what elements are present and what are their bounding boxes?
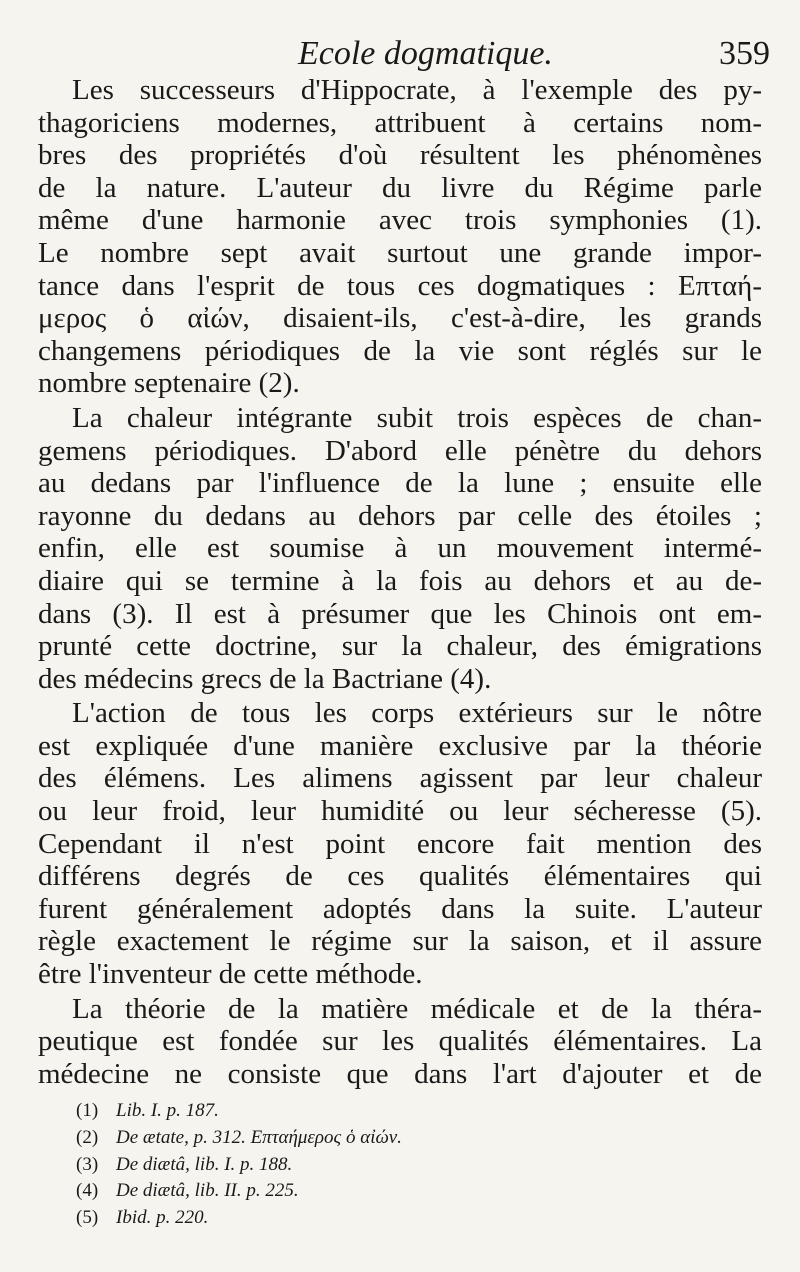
footnotes	[76, 1098, 676, 1232]
text-line: thagoriciens modernes, attribuent à certains nom-	[38, 106, 762, 139]
text-line: peutique est fondée sur les qualités élémentaires. La	[38, 1025, 762, 1058]
running-header	[40, 26, 770, 76]
text-line: prunté cette doctrine, sur la chaleur, des émigrations	[38, 630, 762, 663]
footnote	[76, 1178, 676, 1205]
running-title: Ecole dogmatique.	[298, 35, 553, 72]
text-line: même d'une harmonie avec trois symphonies (1).	[38, 204, 762, 237]
text-line: La chaleur intégrante subit trois espèces de chan-	[72, 401, 762, 434]
footnote	[76, 1125, 676, 1152]
paragraph	[38, 697, 762, 990]
text-line: changemens périodiques de la vie sont réglés sur le	[38, 334, 762, 367]
text-line: ou leur froid, leur humidité ou leur sécheresse (5).	[38, 795, 762, 828]
footnote-text: De ætate, p. 312. Επταήμερος ὁ αἰών.	[116, 1126, 402, 1148]
text-line: La théorie de la matière médicale et de la théra-	[72, 992, 762, 1025]
footnote-text: Ibid. p. 220.	[116, 1207, 209, 1229]
paragraph	[38, 402, 762, 695]
text-line: Les successeurs d'Hippocrate, à l'exemple des py-	[72, 74, 762, 106]
footnote-number: (4)	[76, 1180, 99, 1202]
text-line: de la nature. L'auteur du livre du Régime parle	[38, 171, 762, 204]
footnote-text: Lib. I. p. 187.	[116, 1100, 219, 1121]
text-line: Le nombre sept avait surtout une grande impor-	[38, 236, 762, 269]
footnote-number: (1)	[76, 1100, 99, 1121]
footnote-number: (3)	[76, 1153, 99, 1175]
text-line: nombre septenaire (2).	[38, 367, 300, 400]
text-line: différens degrés de ces qualités élémentaires qui	[38, 860, 762, 893]
text-line: bres des propriétés d'où résultent les phénomènes	[38, 139, 762, 172]
text-line: est expliquée d'une manière exclusive par la théorie	[38, 729, 762, 762]
footnote-text: De diætâ, lib. I. p. 188.	[116, 1153, 293, 1175]
text-line: médecine ne consiste que dans l'art d'ajouter et de	[38, 1057, 762, 1090]
footnote-number: (5)	[76, 1207, 99, 1229]
footnote	[76, 1098, 676, 1125]
text-line: Cependant il n'est point encore fait mention des	[38, 827, 762, 860]
text-line: des élémens. Les alimens agissent par leur chaleur	[38, 762, 762, 795]
paragraph	[38, 993, 762, 1091]
text-line: μερος ὁ αἰών, disaient-ils, c'est-à-dire, les grands	[38, 302, 762, 335]
paragraph	[38, 74, 762, 400]
text-line: tance dans l'esprit de tous ces dogmatiques : Επταή-	[38, 269, 762, 302]
text-line: être l'inventeur de cette méthode.	[38, 958, 423, 991]
text-line: L'action de tous les corps extérieurs sur le nôtre	[72, 697, 762, 730]
page-number: 359	[719, 35, 770, 72]
body-text	[38, 74, 762, 1092]
text-line: dans (3). Il est à présumer que les Chinois ont em-	[38, 597, 762, 630]
text-line: au dedans par l'influence de la lune ; ensuite elle	[38, 467, 762, 500]
footnote	[76, 1152, 676, 1179]
text-line: diaire qui se termine à la fois au dehors et au de-	[38, 564, 762, 597]
footnote	[76, 1205, 676, 1232]
text-line: règle exactement le régime sur la saison, et il assure	[38, 925, 762, 958]
footnote-number: (2)	[76, 1126, 99, 1148]
text-line: des médecins grecs de la Bactriane (4).	[38, 662, 492, 695]
text-line: furent généralement adoptés dans la suite. L'auteur	[38, 892, 762, 925]
text-line: enfin, elle est soumise à un mouvement intermé-	[38, 532, 762, 565]
text-line: gemens périodiques. D'abord elle pénètre du dehors	[38, 434, 762, 467]
footnote-text: De diætâ, lib. II. p. 225.	[116, 1180, 299, 1202]
text-line: rayonne du dedans au dehors par celle des étoiles ;	[38, 499, 762, 532]
